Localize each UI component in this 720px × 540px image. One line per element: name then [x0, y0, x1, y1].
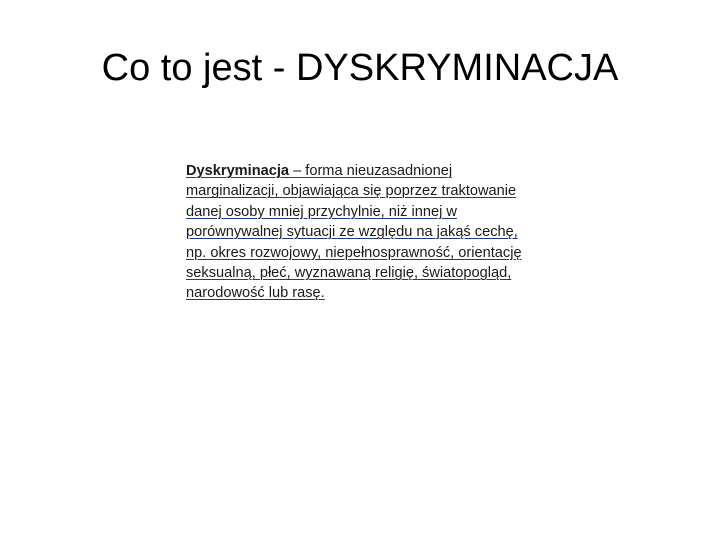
- definition-body: – forma nieuzasadnionej marginalizacji, objawiająca się poprzez traktowanie danej osoby mniej przychylnie, niż innej w porównywalnej sytuacji ze względu na jakąś cechę, np. okres rozwojowy, niepełnosprawność, orientację seksualną, płeć, wyznawaną religię, światopogląd, narodowość lub rasę.: [186, 163, 522, 302]
- definition-paragraph: [186, 161, 536, 304]
- slide-title: Co to jest - DYSKRYMINACJA: [101, 47, 619, 89]
- definition-term: Dyskryminacja: [186, 163, 290, 179]
